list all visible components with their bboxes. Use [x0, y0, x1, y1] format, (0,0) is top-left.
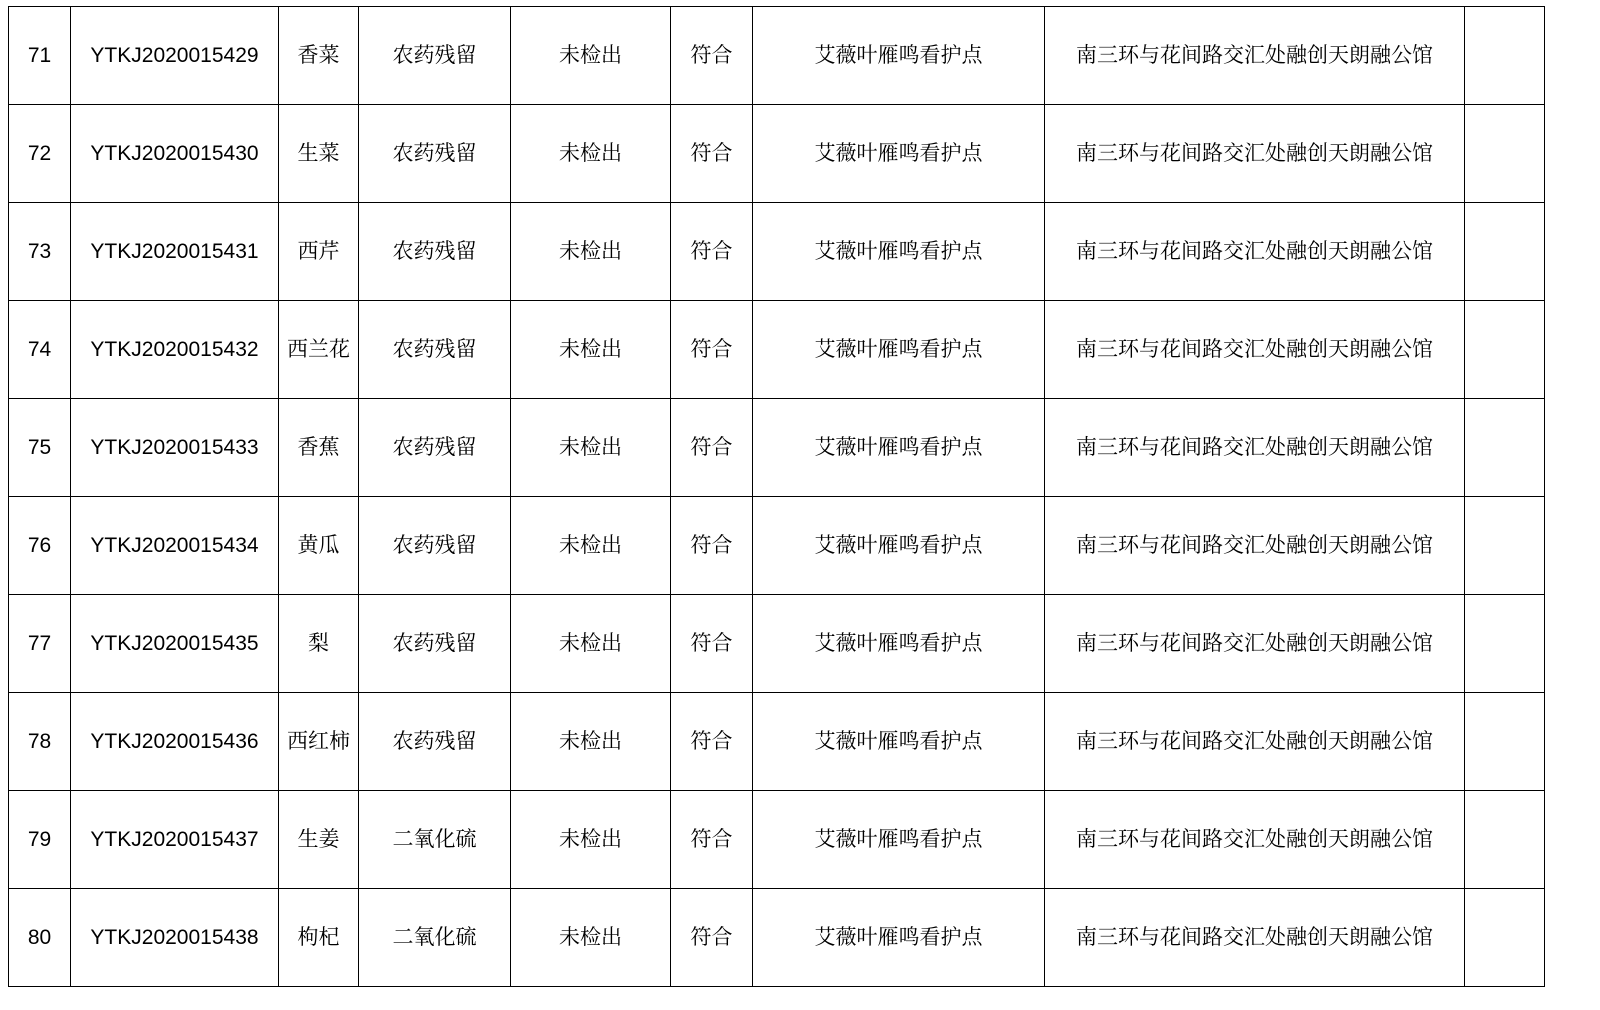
remark	[1465, 595, 1545, 693]
test-result: 未检出	[511, 399, 671, 497]
sample-name: 西兰花	[279, 301, 359, 399]
sampling-site: 艾薇叶雁鸣看护点	[753, 301, 1045, 399]
address: 南三环与花间路交汇处融创天朗融公馆	[1045, 497, 1465, 595]
test-item: 农药残留	[359, 203, 511, 301]
remark	[1465, 497, 1545, 595]
address: 南三环与花间路交汇处融创天朗融公馆	[1045, 105, 1465, 203]
conclusion: 符合	[671, 693, 753, 791]
remark	[1465, 889, 1545, 987]
row-index: 75	[9, 399, 71, 497]
row-index: 74	[9, 301, 71, 399]
sample-code: YTKJ2020015438	[71, 889, 279, 987]
sampling-site: 艾薇叶雁鸣看护点	[753, 693, 1045, 791]
test-result: 未检出	[511, 105, 671, 203]
sampling-site: 艾薇叶雁鸣看护点	[753, 399, 1045, 497]
test-result: 未检出	[511, 301, 671, 399]
sample-name: 香菜	[279, 7, 359, 105]
sample-code: YTKJ2020015430	[71, 105, 279, 203]
sample-name: 枸杞	[279, 889, 359, 987]
sample-code: YTKJ2020015433	[71, 399, 279, 497]
remark	[1465, 203, 1545, 301]
test-item: 农药残留	[359, 7, 511, 105]
row-index: 71	[9, 7, 71, 105]
inspection-results-table	[8, 6, 1545, 987]
row-index: 78	[9, 693, 71, 791]
sample-name: 梨	[279, 595, 359, 693]
sample-name: 生姜	[279, 791, 359, 889]
document-page	[0, 6, 1600, 1010]
sample-name: 生菜	[279, 105, 359, 203]
remark	[1465, 7, 1545, 105]
conclusion: 符合	[671, 399, 753, 497]
test-item: 农药残留	[359, 595, 511, 693]
test-item: 农药残留	[359, 105, 511, 203]
test-result: 未检出	[511, 693, 671, 791]
address: 南三环与花间路交汇处融创天朗融公馆	[1045, 693, 1465, 791]
sample-code: YTKJ2020015431	[71, 203, 279, 301]
sampling-site: 艾薇叶雁鸣看护点	[753, 497, 1045, 595]
test-item: 二氧化硫	[359, 889, 511, 987]
table-row	[9, 497, 1545, 595]
test-item: 二氧化硫	[359, 791, 511, 889]
remark	[1465, 105, 1545, 203]
address: 南三环与花间路交汇处融创天朗融公馆	[1045, 889, 1465, 987]
sample-code: YTKJ2020015435	[71, 595, 279, 693]
test-item: 农药残留	[359, 497, 511, 595]
sample-code: YTKJ2020015437	[71, 791, 279, 889]
remark	[1465, 399, 1545, 497]
test-item: 农药残留	[359, 399, 511, 497]
test-result: 未检出	[511, 889, 671, 987]
sample-code: YTKJ2020015432	[71, 301, 279, 399]
conclusion: 符合	[671, 791, 753, 889]
conclusion: 符合	[671, 595, 753, 693]
sample-code: YTKJ2020015436	[71, 693, 279, 791]
remark	[1465, 301, 1545, 399]
row-index: 73	[9, 203, 71, 301]
table-row	[9, 7, 1545, 105]
test-result: 未检出	[511, 791, 671, 889]
sampling-site: 艾薇叶雁鸣看护点	[753, 203, 1045, 301]
table-row	[9, 399, 1545, 497]
row-index: 76	[9, 497, 71, 595]
test-result: 未检出	[511, 497, 671, 595]
sampling-site: 艾薇叶雁鸣看护点	[753, 105, 1045, 203]
sample-code: YTKJ2020015434	[71, 497, 279, 595]
conclusion: 符合	[671, 301, 753, 399]
test-item: 农药残留	[359, 693, 511, 791]
table-row	[9, 791, 1545, 889]
test-result: 未检出	[511, 203, 671, 301]
remark	[1465, 693, 1545, 791]
address: 南三环与花间路交汇处融创天朗融公馆	[1045, 7, 1465, 105]
sample-name: 西红柿	[279, 693, 359, 791]
table-row	[9, 693, 1545, 791]
sample-name: 西芹	[279, 203, 359, 301]
table-row	[9, 595, 1545, 693]
row-index: 72	[9, 105, 71, 203]
sampling-site: 艾薇叶雁鸣看护点	[753, 595, 1045, 693]
test-item: 农药残留	[359, 301, 511, 399]
address: 南三环与花间路交汇处融创天朗融公馆	[1045, 595, 1465, 693]
test-result: 未检出	[511, 595, 671, 693]
row-index: 79	[9, 791, 71, 889]
address: 南三环与花间路交汇处融创天朗融公馆	[1045, 203, 1465, 301]
conclusion: 符合	[671, 203, 753, 301]
sampling-site: 艾薇叶雁鸣看护点	[753, 7, 1045, 105]
sample-name: 香蕉	[279, 399, 359, 497]
sample-name: 黄瓜	[279, 497, 359, 595]
table-row	[9, 301, 1545, 399]
conclusion: 符合	[671, 889, 753, 987]
row-index: 77	[9, 595, 71, 693]
table-row	[9, 203, 1545, 301]
row-index: 80	[9, 889, 71, 987]
conclusion: 符合	[671, 497, 753, 595]
table-row	[9, 105, 1545, 203]
sampling-site: 艾薇叶雁鸣看护点	[753, 889, 1045, 987]
address: 南三环与花间路交汇处融创天朗融公馆	[1045, 399, 1465, 497]
conclusion: 符合	[671, 105, 753, 203]
sampling-site: 艾薇叶雁鸣看护点	[753, 791, 1045, 889]
remark	[1465, 791, 1545, 889]
sample-code: YTKJ2020015429	[71, 7, 279, 105]
address: 南三环与花间路交汇处融创天朗融公馆	[1045, 301, 1465, 399]
table-row	[9, 889, 1545, 987]
conclusion: 符合	[671, 7, 753, 105]
address: 南三环与花间路交汇处融创天朗融公馆	[1045, 791, 1465, 889]
test-result: 未检出	[511, 7, 671, 105]
